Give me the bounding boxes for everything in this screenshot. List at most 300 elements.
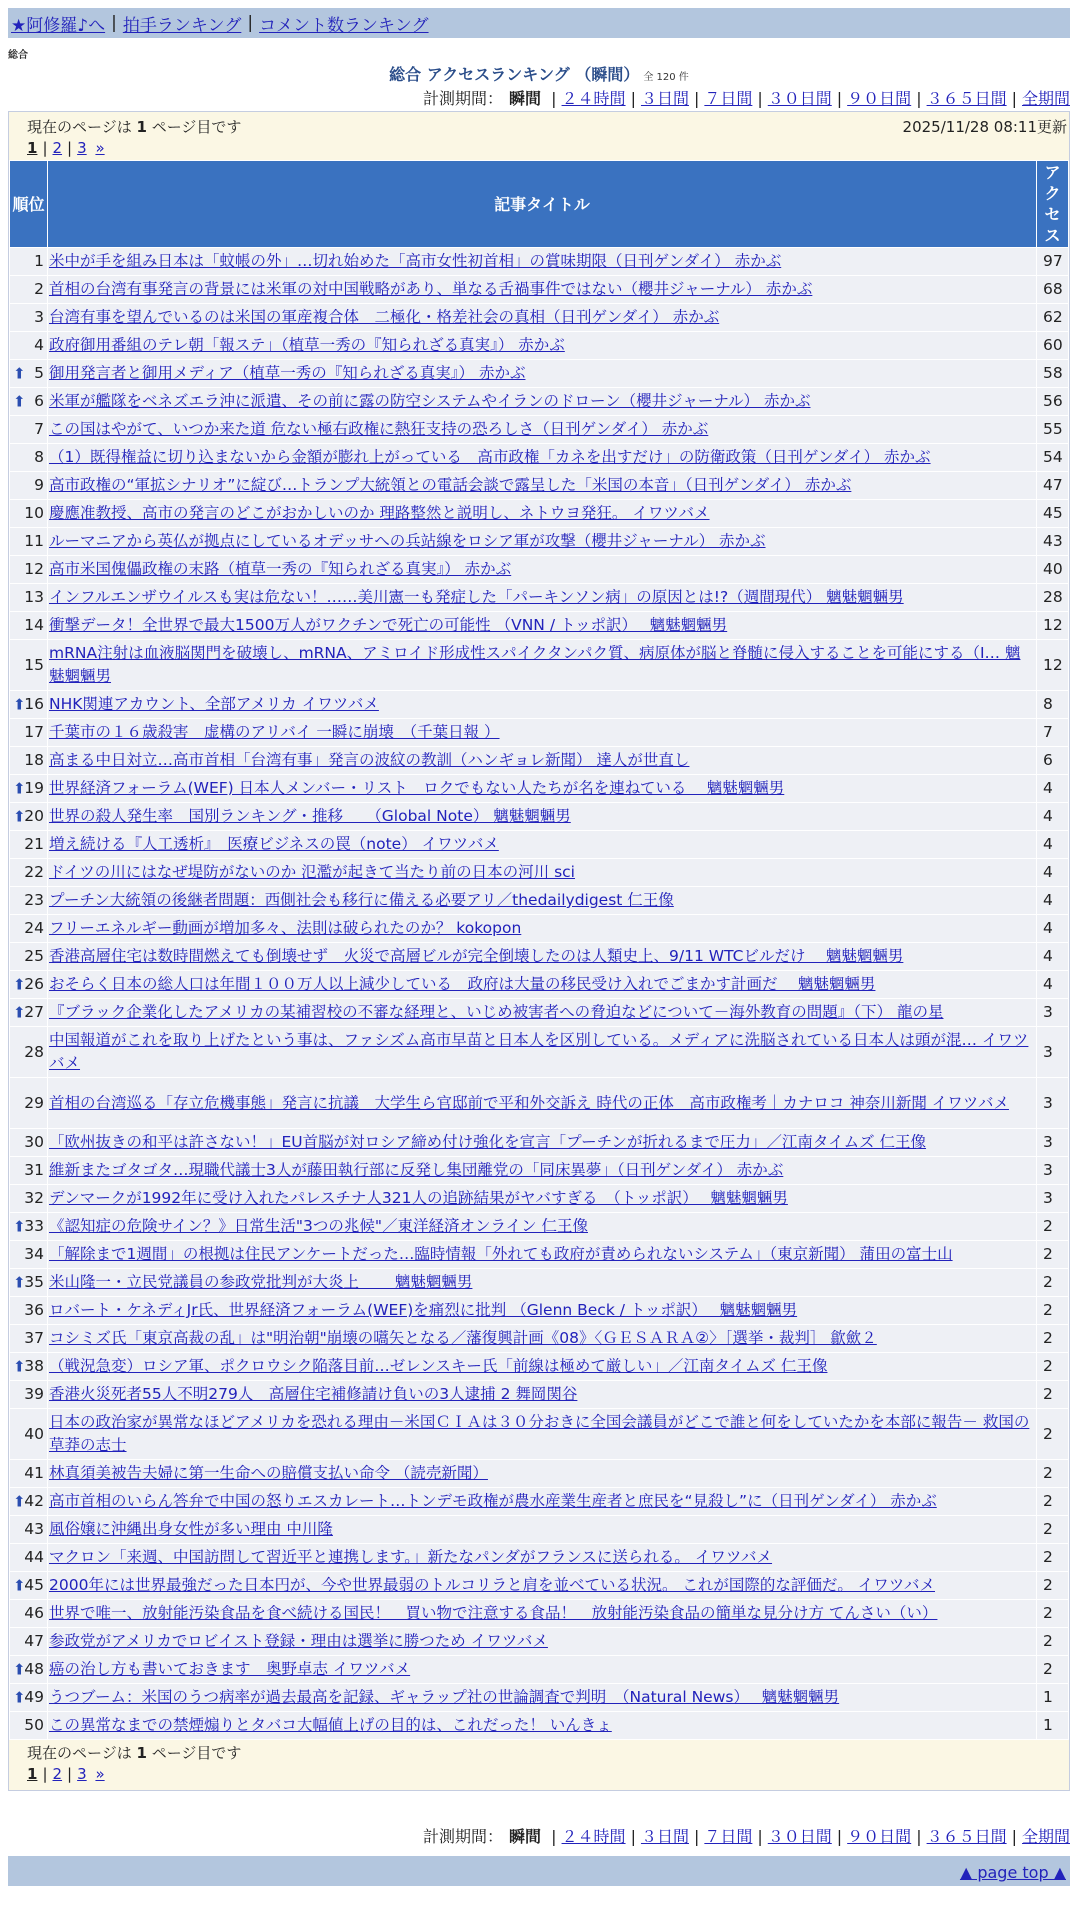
- title-cell: [48, 1213, 1037, 1241]
- access-count: 56: [1037, 388, 1069, 416]
- access-count: 2: [1037, 1353, 1069, 1381]
- article-link[interactable]: 「解除まで1週間」の根拠は住民アンケートだった…臨時情報「外れても政府が責められないシステム」（東京新聞） 蒲田の富士山: [49, 1245, 953, 1263]
- access-count: 2: [1037, 1297, 1069, 1325]
- current-page-info: 現在のページは 1 ページ目です: [27, 118, 242, 136]
- access-count: 2: [1037, 1628, 1069, 1656]
- rank-number: 16: [24, 695, 44, 713]
- rank-cell: [10, 887, 48, 915]
- rank-cell: [10, 528, 48, 556]
- article-link[interactable]: ルーマニアから英仏が拠点にしているオデッサへの兵站線をロシア軍が攻撃（櫻井ジャーナル） 赤かぶ: [49, 532, 766, 550]
- rank-number: 47: [24, 1632, 44, 1650]
- title-cell: [48, 859, 1037, 887]
- rank-number: 4: [34, 336, 44, 354]
- nav-separator: |: [247, 13, 254, 33]
- table-row: [10, 915, 1069, 943]
- page-top-link[interactable]: ▲ page top ▲: [959, 1863, 1066, 1882]
- access-count: 4: [1037, 803, 1069, 831]
- table-row: [10, 1325, 1069, 1353]
- rank-number: 38: [24, 1357, 44, 1375]
- article-link[interactable]: 日本の政治家が異常なほどアメリカを恐れる理由－米国ＣＩＡは３０分おきに全国会議員がどこで誰と何をしていたかを本部に報告－ 救国の草莽の志士: [49, 1413, 1030, 1454]
- next-page-link[interactable]: »: [95, 139, 105, 157]
- title-cell: [48, 1600, 1037, 1628]
- title-cell: [48, 1157, 1037, 1185]
- page-link[interactable]: 2: [52, 1765, 63, 1783]
- title-cell: [48, 831, 1037, 859]
- access-count: 2: [1037, 1269, 1069, 1297]
- period-separator: |: [836, 1827, 843, 1846]
- article-link[interactable]: フリーエネルギー動画が増加多々、法則は破られたのか？ kokopon: [49, 919, 522, 937]
- up-arrow-icon: ⬆: [13, 1576, 26, 1594]
- period-link[interactable]: ９０日間: [847, 1827, 912, 1846]
- period-separator: |: [916, 89, 922, 108]
- access-count: 12: [1037, 612, 1069, 640]
- title-cell: [48, 1185, 1037, 1213]
- title-cell: [48, 999, 1037, 1027]
- page-link[interactable]: 2: [52, 139, 63, 157]
- title-cell: [48, 612, 1037, 640]
- access-count: 2: [1037, 1241, 1069, 1269]
- article-link[interactable]: 高市首相のいらん答弁で中国の怒りエスカレート…トンデモ政権が農水産業生産者と庶民を“見殺し”に（日刊ゲンダイ） 赤かぶ: [49, 1492, 937, 1510]
- rank-cell: [10, 304, 48, 332]
- period-link[interactable]: ７日間: [704, 1827, 753, 1846]
- title-cell: [48, 1544, 1037, 1572]
- access-count: 7: [1037, 719, 1069, 747]
- table-row: [10, 747, 1069, 775]
- table-row: [10, 1572, 1069, 1600]
- title-cell: [48, 1078, 1037, 1129]
- page-separator: |: [67, 139, 73, 157]
- access-count: 68: [1037, 276, 1069, 304]
- article-link[interactable]: （戦況急変）ロシア軍、ポクロウシク陥落目前…ゼレンスキー氏「前線は極めて厳しい」／江南タイムズ 仁王像: [49, 1357, 828, 1375]
- rank-cell: [10, 1409, 48, 1460]
- title-cell: [48, 472, 1037, 500]
- article-link[interactable]: 御用発言者と御用メディア（植草一秀の『知られざる真実』） 赤かぶ: [49, 364, 526, 382]
- rank-cell: [10, 500, 48, 528]
- article-link[interactable]: 首相の台湾有事発言の背景には米軍の対中国戦略があり、単なる舌禍事件ではない（櫻井ジャーナル） 赤かぶ: [49, 280, 813, 298]
- period-separator: |: [1011, 1827, 1017, 1846]
- title-cell: [48, 416, 1037, 444]
- rank-number: 46: [24, 1604, 44, 1622]
- period-separator: |: [693, 89, 700, 108]
- rank-number: 50: [24, 1716, 44, 1734]
- rank-number: 9: [34, 476, 44, 494]
- period-link[interactable]: ３６５日間: [926, 89, 1007, 108]
- period-links: [546, 1827, 1070, 1846]
- article-link[interactable]: 林真須美被告夫婦に第一生命への賠償支払い命令 （読売新聞）: [49, 1464, 488, 1482]
- period-separator: |: [757, 1827, 763, 1846]
- rank-number: 7: [34, 420, 44, 438]
- title-cell: [48, 1572, 1037, 1600]
- rank-cell: [10, 1544, 48, 1572]
- up-arrow-icon: ⬆: [13, 1357, 26, 1375]
- rank-cell: [10, 416, 48, 444]
- title-cell: [48, 444, 1037, 472]
- table-row: [10, 640, 1069, 691]
- table-row: [10, 304, 1069, 332]
- access-count: 3: [1037, 1078, 1069, 1129]
- article-link[interactable]: 世界経済フォーラム(WEF) 日本人メンバー・リスト ロクでもない人たちが名を連ねている 魑魅魍魎男: [49, 779, 785, 797]
- article-link[interactable]: デンマークが1992年に受け入れたパレスチナ人321人の追跡結果がヤバすぎる （トッポ訳） 魑魅魍魎男: [49, 1189, 788, 1207]
- table-row: [10, 1241, 1069, 1269]
- rank-cell: [10, 831, 48, 859]
- access-count: 2: [1037, 1409, 1069, 1460]
- period-link[interactable]: 全期間: [1021, 89, 1070, 108]
- up-arrow-icon: ⬆: [13, 1217, 26, 1235]
- pager-top: [9, 112, 1069, 160]
- article-link[interactable]: ロバート・ケネディJr氏、世界経済フォーラム(WEF)を痛烈に批判 （Glenn Beck / トッポ訳） 魑魅魍魎男: [49, 1301, 798, 1319]
- page-link[interactable]: 3: [77, 1765, 87, 1783]
- title-cell: [48, 640, 1037, 691]
- period-links: [546, 89, 1070, 108]
- up-arrow-icon: ⬆: [13, 1273, 26, 1291]
- access-count: 2: [1037, 1572, 1069, 1600]
- page-link[interactable]: 3: [77, 139, 87, 157]
- access-count: 3: [1037, 1027, 1069, 1078]
- rank-cell: [10, 1656, 48, 1684]
- table-row: [10, 1600, 1069, 1628]
- table-row: [10, 859, 1069, 887]
- up-arrow-icon: ⬆: [13, 807, 26, 825]
- rank-cell: [10, 1027, 48, 1078]
- page-numbers: [27, 139, 105, 157]
- current-page-info: 現在のページは 1 ページ目です: [27, 1744, 242, 1762]
- rank-cell: [10, 1185, 48, 1213]
- up-arrow-icon: ⬆: [13, 364, 26, 382]
- table-row: [10, 1516, 1069, 1544]
- up-arrow-icon: ⬆: [13, 1003, 26, 1021]
- access-count: 6: [1037, 747, 1069, 775]
- rank-cell: [10, 472, 48, 500]
- article-link[interactable]: 世界で唯一、放射能汚染食品を食べ続ける国民！ 買い物で注意する食品！ 放射能汚染食品の簡単な見分け方 てんさい（い）: [49, 1604, 938, 1622]
- rank-cell: [10, 1325, 48, 1353]
- table-row: [10, 556, 1069, 584]
- period-link[interactable]: 全期間: [1021, 1827, 1070, 1846]
- article-link[interactable]: 米山隆一・立民党議員の参政党批判が大炎上 魑魅魍魎男: [49, 1273, 473, 1291]
- rank-number: 39: [24, 1385, 44, 1403]
- rank-cell: [10, 1516, 48, 1544]
- table-row: [10, 612, 1069, 640]
- access-count: 97: [1037, 248, 1069, 276]
- article-link[interactable]: 『ブラック企業化したアメリカの某補習校の不審な経理と、いじめ被害者への脅迫などについて－海外教育の問題』（下） 龍の星: [49, 1003, 944, 1021]
- title-cell: [48, 1656, 1037, 1684]
- access-count: 3: [1037, 1185, 1069, 1213]
- table-row: [10, 1712, 1069, 1740]
- rank-number: 10: [24, 504, 44, 522]
- article-link[interactable]: 衝撃データ！全世界で最大1500万人がワクチンで死亡の可能性 （VNN / トッポ訳） 魑魅魍魎男: [49, 616, 728, 634]
- access-count: 4: [1037, 775, 1069, 803]
- rank-cell: [10, 1353, 48, 1381]
- rank-cell: [10, 719, 48, 747]
- rank-number: 48: [24, 1660, 44, 1678]
- up-arrow-icon: ⬆: [13, 779, 26, 797]
- article-link[interactable]: 世界の殺人発生率 国別ランキング・推移 （Global Note） 魑魅魍魎男: [49, 807, 571, 825]
- article-link[interactable]: （1）既得権益に切り込まないから金額が膨れ上がっている 高市政権「カネを出すだけ」の防衛政策（日刊ゲンダイ） 赤かぶ: [49, 448, 931, 466]
- footer-bar: [8, 1856, 1070, 1886]
- article-link[interactable]: 慶應准教授、高市の発言のどこがおかしいのか 理路整然と説明し、ネトウヨ発狂。 イワツバメ: [49, 504, 710, 522]
- table-row: [10, 691, 1069, 719]
- rank-number: 33: [24, 1217, 44, 1235]
- rank-number: 40: [24, 1424, 44, 1443]
- article-link[interactable]: 《認知症の危険サイン？》日常生活"3つの兆候"／東洋経済オンライン 仁王像: [49, 1217, 588, 1235]
- rank-number: 31: [24, 1161, 44, 1179]
- article-link[interactable]: 高まる中日対立…高市首相「台湾有事」発言の波紋の教訓（ハンギョレ新聞） 達人が世直し: [49, 751, 690, 769]
- access-count: 4: [1037, 859, 1069, 887]
- rank-number: 12: [24, 560, 44, 578]
- rank-cell: [10, 248, 48, 276]
- access-count: 4: [1037, 831, 1069, 859]
- rank-cell: [10, 1241, 48, 1269]
- page-separator: |: [67, 1765, 73, 1783]
- article-link[interactable]: 中国報道がこれを取り上げたという事は、ファシズム高市早苗と日本人を区別している。メディアに洗脳されている日本人は頭が混… イワツバメ: [49, 1031, 1029, 1072]
- table-row: [10, 1488, 1069, 1516]
- access-count: 2: [1037, 1213, 1069, 1241]
- rank-number: 3: [34, 308, 44, 326]
- article-link[interactable]: インフルエンザウイルスも実は危ない！……美川憲一も発症した「パーキンソン病」の原因とは!?（週間現代） 魑魅魍魎男: [49, 588, 904, 606]
- rank-cell: [10, 1297, 48, 1325]
- period-link[interactable]: ３６５日間: [926, 1827, 1007, 1846]
- table-row: [10, 831, 1069, 859]
- ranking-rows: [10, 248, 1069, 1740]
- rank-cell: [10, 1572, 48, 1600]
- home-link[interactable]: ★阿修羅♪へ: [11, 15, 106, 36]
- pager-bottom: [9, 1740, 1069, 1790]
- title-cell: [48, 1381, 1037, 1409]
- access-count: 47: [1037, 472, 1069, 500]
- rank-number: 13: [24, 588, 44, 606]
- col-rank-header: 順位: [10, 161, 48, 248]
- rank-number: 30: [24, 1133, 44, 1151]
- access-count: 55: [1037, 416, 1069, 444]
- title-cell: [48, 248, 1037, 276]
- access-count: 4: [1037, 971, 1069, 999]
- title-cell: [48, 1027, 1037, 1078]
- rank-cell: [10, 1269, 48, 1297]
- up-arrow-icon: ⬆: [13, 975, 26, 993]
- article-link[interactable]: 香港火災死者55人不明279人 高層住宅補修請け負いの3人逮捕 2 舞岡関谷: [49, 1385, 578, 1403]
- rank-number: 25: [24, 947, 44, 965]
- title-cell: [48, 803, 1037, 831]
- rank-number: 41: [24, 1464, 44, 1482]
- title-cell: [48, 1353, 1037, 1381]
- table-row: [10, 1269, 1069, 1297]
- page-separator: |: [42, 1765, 48, 1783]
- period-bar-bottom: [423, 1824, 1070, 1847]
- article-link[interactable]: 首相の台湾巡る「存立危機事態」発言に抗議 大学生ら官邸前で平和外交訴え 時代の正体 高市政権考｜カナロコ 神奈川新聞 イワツバメ: [49, 1093, 1009, 1112]
- table-row: [10, 332, 1069, 360]
- period-separator: |: [630, 1827, 636, 1846]
- period-link[interactable]: ７日間: [704, 89, 753, 108]
- title-cell: [48, 1297, 1037, 1325]
- rank-number: 49: [24, 1688, 44, 1706]
- article-link[interactable]: 政府御用番組のテレ朝「報ステ」（植草一秀の『知られざる真実』） 赤かぶ: [49, 336, 565, 354]
- rank-number: 32: [24, 1189, 44, 1207]
- applause-ranking-link[interactable]: 拍手ランキング: [122, 15, 242, 36]
- rank-number: 2: [34, 280, 44, 298]
- title-cell: [48, 276, 1037, 304]
- rank-number: 29: [24, 1093, 44, 1112]
- article-link[interactable]: この国はやがて、いつか来た道 危ない極右政権に熱狂支持の恐ろしさ（日刊ゲンダイ） 赤かぶ: [49, 420, 709, 438]
- rank-cell: [10, 1460, 48, 1488]
- rank-number: 8: [34, 448, 44, 466]
- period-separator: |: [551, 1827, 557, 1846]
- rank-cell: [10, 1381, 48, 1409]
- table-row: [10, 775, 1069, 803]
- access-count: 58: [1037, 360, 1069, 388]
- title-cell: [48, 556, 1037, 584]
- article-link[interactable]: コシミズ氏「東京高裁の乱」は"明治朝"崩壊の嚆矢となる／藩復興計画《08》〈ＧＥＳＡＲＡ②〉［選挙・裁判］ 歙歛２: [49, 1329, 877, 1347]
- access-count: 40: [1037, 556, 1069, 584]
- access-count: 4: [1037, 887, 1069, 915]
- access-count: 2: [1037, 1488, 1069, 1516]
- title-cell: [48, 1460, 1037, 1488]
- rank-cell: [10, 276, 48, 304]
- rank-number: 21: [24, 835, 44, 853]
- article-link[interactable]: 維新またゴタゴタ…現職代議士3人が藤田執行部に反発し集団離党の「同床異夢」（日刊ゲンダイ） 赤かぶ: [49, 1161, 784, 1179]
- period-link[interactable]: ３日間: [640, 1827, 689, 1846]
- rank-cell: [10, 612, 48, 640]
- article-link[interactable]: mRNA注射は血液脳関門を破壊し、mRNA、アミロイド形成性スパイクタンパク質、病原体が脳と脊髄に侵入することを可能にする（I… 魑魅魍魎男: [49, 644, 1021, 685]
- title-cell: [48, 304, 1037, 332]
- page-separator: |: [42, 139, 48, 157]
- article-link[interactable]: 香港高層住宅は数時間燃えても倒壊せず 火災で高層ビルが完全倒壊したのは人類史上、9/11 WTCビルだけ 魑魅魍魎男: [49, 947, 904, 965]
- article-link[interactable]: うつブーム：米国のうつ病率が過去最高を記録、ギャラップ社の世論調査で判明 （Natural News） 魑魅魍魎男: [49, 1688, 840, 1706]
- rank-cell: [10, 444, 48, 472]
- rank-cell: [10, 388, 48, 416]
- access-count: 2: [1037, 1516, 1069, 1544]
- rank-cell: [10, 556, 48, 584]
- access-count: 4: [1037, 943, 1069, 971]
- table-row: [10, 584, 1069, 612]
- access-count: 45: [1037, 500, 1069, 528]
- period-link[interactable]: ２４時間: [561, 1827, 626, 1846]
- rank-number: 23: [24, 891, 44, 909]
- col-access-header: アクセス: [1037, 161, 1069, 248]
- access-count: 60: [1037, 332, 1069, 360]
- article-link[interactable]: 高市米国傀儡政権の末路（植草一秀の『知られざる真実』） 赤かぶ: [49, 560, 512, 578]
- article-link[interactable]: 台湾有事を望んでいるのは米国の軍産複合体 二極化・格差社会の真相（日刊ゲンダイ） 赤かぶ: [49, 308, 720, 326]
- article-link[interactable]: 「欧州抜きの和平は許さない！」EU首脳が対ロシア締め付け強化を宣言「プーチンが折れるまで圧力」／江南タイムズ 仁王像: [49, 1133, 927, 1151]
- period-link[interactable]: ３０日間: [767, 89, 832, 108]
- period-separator: |: [1011, 89, 1017, 108]
- rank-number: 34: [24, 1245, 44, 1263]
- rank-number: 11: [24, 532, 44, 550]
- article-link[interactable]: 米軍が艦隊をベネズエラ沖に派遣、その前に露の防空システムやイランのドローン（櫻井ジャーナル） 赤かぶ: [49, 392, 811, 410]
- article-link[interactable]: 増え続ける『人工透析』 医療ビジネスの罠（note） イワツバメ: [49, 835, 499, 853]
- rank-number: 36: [24, 1301, 44, 1319]
- page-link: 1: [27, 139, 38, 157]
- article-link[interactable]: 高市政権の“軍拡シナリオ”に綻び…トランプ大統領との電話会談で露呈した「米国の本音」（日刊ゲンダイ） 赤かぶ: [49, 476, 852, 494]
- title-cell: [48, 388, 1037, 416]
- rank-cell: [10, 1129, 48, 1157]
- rank-cell: [10, 1488, 48, 1516]
- next-page-link[interactable]: »: [95, 1765, 105, 1783]
- table-row: [10, 1684, 1069, 1712]
- title-cell: [48, 1241, 1037, 1269]
- article-link[interactable]: 参政党がアメリカでロビイスト登録・理由は選挙に勝つため イワツバメ: [49, 1632, 548, 1650]
- rank-cell: [10, 915, 48, 943]
- rank-number: 35: [24, 1273, 44, 1291]
- article-link[interactable]: 風俗嬢に沖縄出身女性が多い理由 中川隆: [49, 1520, 333, 1538]
- page-title: [0, 62, 1078, 85]
- rank-number: 44: [24, 1548, 44, 1566]
- period-link[interactable]: ３０日間: [767, 1827, 832, 1846]
- rank-cell: [10, 1213, 48, 1241]
- period-separator: |: [630, 89, 636, 108]
- article-link[interactable]: ドイツの川にはなぜ堤防がないのか 氾濫が起きて当たり前の日本の河川 sci: [49, 863, 575, 881]
- rank-cell: [10, 1078, 48, 1129]
- article-link[interactable]: 癌の治し方も書いておきます 奥野卓志 イワツバメ: [49, 1660, 411, 1678]
- rank-cell: [10, 999, 48, 1027]
- table-row: [10, 276, 1069, 304]
- period-label: 計測期間：: [423, 89, 504, 108]
- article-link[interactable]: おそらく日本の総人口は年間１００万人以上減少している 政府は大量の移民受け入れでごまかす計画だ 魑魅魍魎男: [49, 975, 876, 993]
- article-link[interactable]: プーチン大統領の後継者問題：西側社会も移行に備える必要アリ／thedailydigest 仁王像: [49, 891, 674, 909]
- access-count: 2: [1037, 1544, 1069, 1572]
- period-current: 瞬間: [509, 89, 542, 108]
- title-cell: [48, 500, 1037, 528]
- access-count: 2: [1037, 1600, 1069, 1628]
- table-row: [10, 887, 1069, 915]
- comment-ranking-link[interactable]: コメント数ランキング: [259, 15, 429, 36]
- access-count: 2: [1037, 1325, 1069, 1353]
- table-row: [10, 1628, 1069, 1656]
- table-row: [10, 1129, 1069, 1157]
- up-arrow-icon: ⬆: [13, 392, 26, 410]
- table-row: [10, 248, 1069, 276]
- period-link[interactable]: ９０日間: [847, 89, 912, 108]
- table-row: [10, 803, 1069, 831]
- article-link[interactable]: マクロン「来週、中国訪問して習近平と連携します。」新たなパンダがフランスに送られる。 イワツバメ: [49, 1548, 773, 1566]
- article-link[interactable]: 千葉市の１６歳殺害 虚構のアリバイ 一瞬に崩壊 （千葉日報 ）: [49, 723, 500, 741]
- article-link[interactable]: 米中が手を組み日本は「蚊帳の外」…切れ始めた「高市女性初首相」の賞味期限（日刊ゲンダイ） 赤かぶ: [49, 252, 782, 270]
- table-row: [10, 1409, 1069, 1460]
- article-link[interactable]: 2000年には世界最強だった日本円が、今や世界最弱のトルコリラと肩を並べている状況。 これが国際的な評価だ。 イワツバメ: [49, 1576, 935, 1594]
- title-cell: [48, 1409, 1037, 1460]
- table-row: [10, 1544, 1069, 1572]
- access-count: 2: [1037, 1656, 1069, 1684]
- table-row: [10, 528, 1069, 556]
- rank-number: 15: [24, 655, 44, 674]
- title-cell: [48, 360, 1037, 388]
- title-cell: [48, 528, 1037, 556]
- rank-cell: [10, 1712, 48, 1740]
- table-row: [10, 1353, 1069, 1381]
- article-link[interactable]: NHK関連アカウント、全部アメリカ イワツバメ: [49, 695, 379, 713]
- access-count: 3: [1037, 999, 1069, 1027]
- article-link[interactable]: この異常なまでの禁煙煽りとタバコ大幅値上げの目的は、これだった！ いんきょ: [49, 1716, 612, 1734]
- access-count: 62: [1037, 304, 1069, 332]
- rank-number: 24: [24, 919, 44, 937]
- period-link[interactable]: ３日間: [640, 89, 689, 108]
- access-count: 12: [1037, 640, 1069, 691]
- title-cell: [48, 775, 1037, 803]
- table-row: [10, 1656, 1069, 1684]
- table-row: [10, 1460, 1069, 1488]
- period-separator: |: [916, 1827, 922, 1846]
- period-separator: |: [757, 89, 763, 108]
- access-count: 3: [1037, 1129, 1069, 1157]
- rank-number: 37: [24, 1329, 44, 1347]
- period-link[interactable]: ２４時間: [561, 89, 626, 108]
- rank-number: 19: [24, 779, 44, 797]
- rank-number: 42: [24, 1492, 44, 1510]
- title-cell: [48, 1516, 1037, 1544]
- title-cell: [48, 584, 1037, 612]
- rank-cell: [10, 584, 48, 612]
- title-cell: [48, 887, 1037, 915]
- rank-number: 28: [24, 1042, 44, 1061]
- period-separator: |: [551, 89, 557, 108]
